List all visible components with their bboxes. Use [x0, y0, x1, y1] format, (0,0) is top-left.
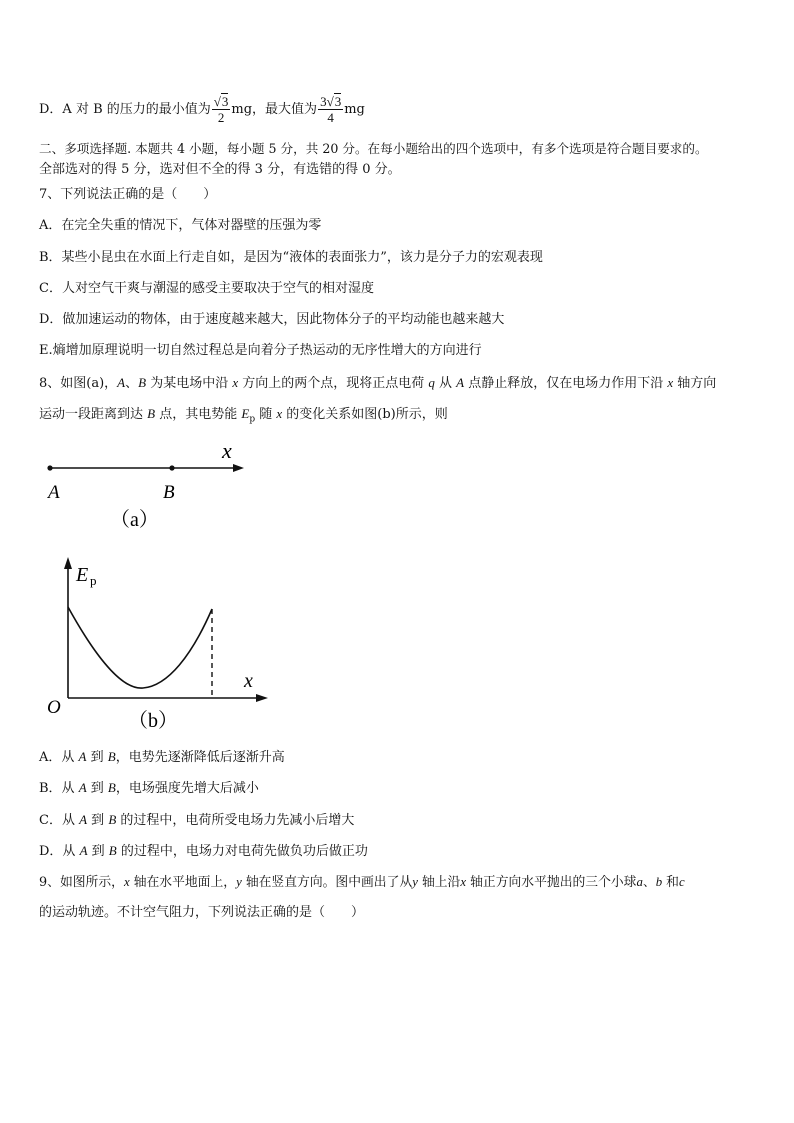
- q6-optd-unit1: mg，最大值为: [231, 102, 318, 117]
- fig-b-ep-subscript: p: [90, 573, 97, 588]
- fig-a-B-label: B: [163, 482, 175, 503]
- q7-option-e: E.熵增加原理说明一切自然过程总是向着分子热运动的无序性增大的方向进行: [39, 343, 482, 358]
- q6-optd-unit2: mg: [344, 102, 365, 117]
- q9-stem-line2: 的运动轨迹。不计空气阻力，下列说法正确的是（ ）: [39, 905, 365, 920]
- q7-option-a: A．在完全失重的情况下，气体对器壁的压强为零: [39, 218, 322, 233]
- fig-b-x-label: x: [244, 670, 253, 692]
- ep-curve: [68, 607, 212, 688]
- section2-line2: 全部选对的得 5 分，选对但不全的得 3 分，有选错的得 0 分。: [39, 162, 401, 177]
- q7-option-c: C．人对空气干爽与潮湿的感受主要取决于空气的相对湿度: [39, 281, 374, 296]
- q8-option-a: A．从 A 到 B，电势先逐渐降低后逐渐升高: [39, 749, 285, 765]
- fig-a-A-label: A: [48, 482, 60, 503]
- section2-line1: 二、多项选择题. 本题共 4 小题，每小题 5 分，共 20 分。在每小题给出的四个选项中，有多个选项是符合题目要求的。: [39, 141, 708, 156]
- fig-a-caption: （a）: [110, 509, 159, 531]
- min-fraction: $\frac{√3}{2}$: [213, 94, 229, 125]
- point-a-dot: [47, 465, 52, 470]
- point-b-dot: [169, 465, 174, 470]
- x-axis-arrow: [256, 694, 268, 702]
- figure-a: [40, 432, 260, 542]
- q8-stem-line2: 运动一段距离到达 B 点，其电势能 $E_p$ 随 x 的变化关系如图(b)所示，则: [39, 406, 448, 425]
- q8-option-c: C．从 A 到 B 的过程中，电荷所受电场力先减小后增大: [39, 812, 355, 828]
- q7-stem: 7、下列说法正确的是（ ）: [39, 187, 217, 202]
- q6-option-d: [39, 94, 365, 125]
- x-axis-arrow: [233, 464, 244, 472]
- q8-stem-line1: 8、如图(a)，A、B 为某电场中沿 x 方向上的两个点，现将正点电荷 q 从 A 点静止释放，仅在电场力作用下沿 x 轴方向: [39, 375, 717, 391]
- q6-optd-text: D．A 对 B 的压力的最小值为: [39, 102, 211, 117]
- fig-b-ep-label: E: [76, 564, 89, 586]
- fig-b-caption: （b）: [128, 710, 178, 732]
- q8-option-b: B．从 A 到 B，电场强度先增大后减小: [39, 780, 259, 796]
- fig-b-origin: O: [47, 697, 61, 718]
- q7-option-b: B．某些小昆虫在水面上行走自如，是因为“液体的表面张力”，该力是分子力的宏观表现: [39, 250, 543, 265]
- y-axis-arrow: [64, 557, 72, 569]
- q9-stem-line1: 9、如图所示，x 轴在水平地面上，y 轴在竖直方向。图中画出了从y 轴上沿x 轴正方向水平抛出的三个小球a、b 和c: [39, 875, 685, 890]
- fig-a-x-label: x: [222, 438, 232, 463]
- max-fraction: $\frac{3√3}{4}$: [320, 94, 342, 125]
- figure-b: [40, 555, 280, 740]
- q7-option-d: D．做加速运动的物体，由于速度越来越大，因此物体分子的平均动能也越来越大: [39, 312, 505, 327]
- q8-option-d: D．从 A 到 B 的过程中，电场力对电荷先做负功后做正功: [39, 843, 368, 859]
